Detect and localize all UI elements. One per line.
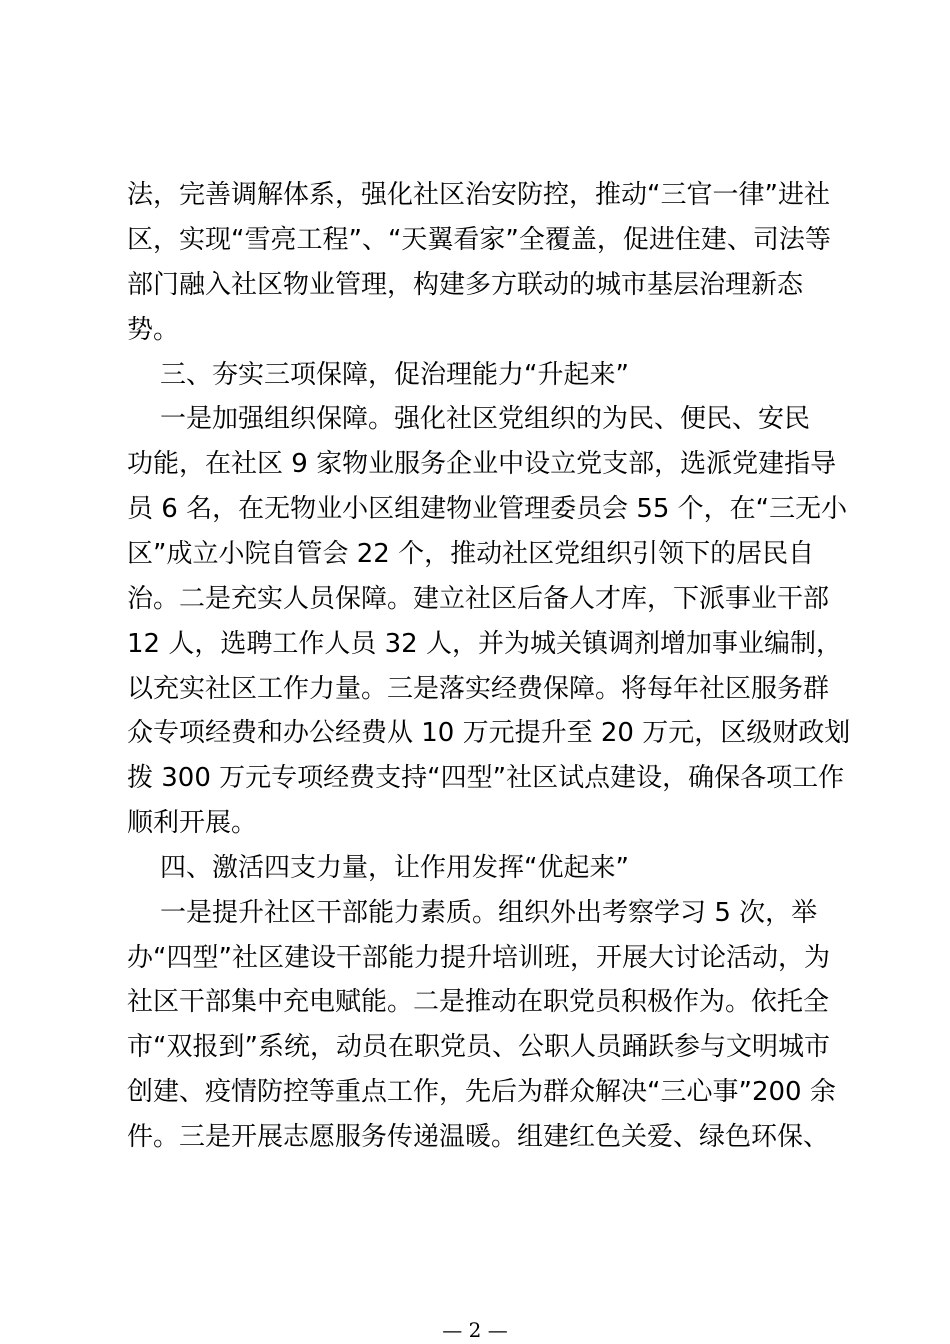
body-line-11: 12 人，选聘工作人员 32 人，并为城关镇调剂增加事业编制， (127, 629, 842, 659)
body-line-21: 创建、疫情防控等重点工作，先后为群众解决“三心事”200 余 (127, 1077, 836, 1107)
body-line-19: 社区干部集中充电赋能。二是推动在职党员积极作为。依托全 (127, 987, 830, 1017)
body-line-15: 顺利开展。 (127, 808, 258, 838)
body-line-17: 一是提升社区干部能力素质。组织外出考察学习 5 次，举 (127, 898, 818, 928)
section-heading-4: 四、激活四支力量，让作用发挥“优起来” (127, 853, 629, 883)
body-line-2: 区，实现“雪亮工程”、“天翼看家”全覆盖，促进住建、司法等 (127, 225, 831, 255)
body-line-9: 区”成立小院自管会 22 个，推动社区党组织引领下的居民自 (127, 539, 815, 569)
body-line-4: 势。 (127, 315, 180, 345)
body-line-8: 员 6 名，在无物业小区组建物业管理委员会 55 个，在“三无小 (127, 494, 848, 524)
body-line-12: 以充实社区工作力量。三是落实经费保障。将每年社区服务群 (127, 674, 830, 704)
body-line-18: 办“四型”社区建设干部能力提升培训班，开展大讨论活动，为 (127, 943, 830, 973)
body-line-7: 功能，在社区 9 家物业服务企业中设立党支部，选派党建指导 (127, 449, 837, 479)
body-line-10: 治。二是充实人员保障。建立社区后备人才库，下派事业干部 (127, 584, 830, 614)
body-line-1: 法，完善调解体系，强化社区治安防控，推动“三官一律”进社 (127, 180, 830, 210)
page-number: — 2 — (442, 1318, 508, 1342)
section-heading-3: 三、夯实三项保障，促治理能力“升起来” (127, 360, 629, 390)
body-line-3: 部门融入社区物业管理，构建多方联动的城市基层治理新态 (127, 270, 804, 300)
body-line-14: 拨 300 万元专项经费支持“四型”社区试点建设，确保各项工作 (127, 763, 845, 793)
body-line-13: 众专项经费和办公经费从 10 万元提升至 20 万元，区级财政划 (127, 718, 851, 748)
body-line-20: 市“双报到”系统，动员在职党员、公职人员踊跃参与文明城市 (127, 1032, 830, 1062)
body-line-22: 件。三是开展志愿服务传递温暖。组建红色关爱、绿色环保、 (127, 1122, 830, 1152)
body-line-6: 一是加强组织保障。强化社区党组织的为民、便民、安民 (127, 404, 811, 434)
